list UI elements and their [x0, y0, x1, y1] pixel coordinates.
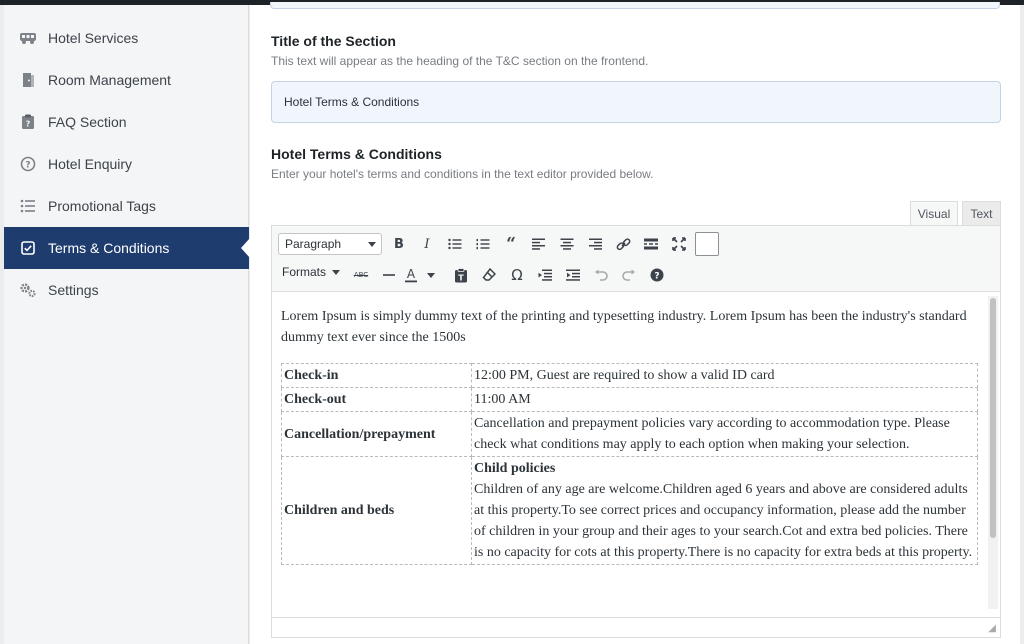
text-color-icon[interactable] — [405, 265, 439, 285]
toolbar-toggle-icon[interactable] — [695, 232, 719, 256]
child-policies-subhead: Child policies — [474, 461, 556, 476]
sidebar-item-hotel-enquiry[interactable] — [4, 143, 249, 185]
scrollbar-thumb[interactable] — [990, 298, 996, 538]
redo-icon[interactable] — [619, 265, 639, 285]
editor-toolbar — [272, 226, 1000, 292]
chevron-down-icon — [332, 270, 340, 275]
rich-text-editor — [271, 225, 1001, 638]
door-icon — [19, 71, 37, 89]
main-content — [250, 5, 1020, 644]
terms-heading: Hotel Terms & Conditions — [271, 146, 442, 162]
undo-icon[interactable] — [591, 265, 611, 285]
table-cell-value: 12:00 PM, Guest are required to show a valid ID card — [472, 364, 978, 388]
sidebar-item-terms-conditions[interactable] — [4, 227, 249, 269]
table-cell-value: Cancellation and prepayment policies vary according to accommodation type. Please check what conditions may apply to each option when making your selection. — [472, 412, 978, 457]
paragraph-select[interactable] — [278, 233, 382, 255]
section-title-input[interactable] — [271, 81, 1001, 123]
question-circle-icon — [19, 155, 37, 173]
paragraph-select-value: Paragraph — [285, 237, 342, 251]
section-title-heading: Title of the Section — [271, 33, 396, 49]
sidebar-item-label: Room Management — [48, 72, 171, 88]
sidebar-item-settings[interactable] — [4, 269, 249, 311]
outdent-icon[interactable] — [535, 265, 555, 285]
numbered-list-icon[interactable] — [473, 234, 493, 254]
blockquote-icon[interactable]: “ — [506, 234, 516, 254]
faq-clipboard-icon — [19, 113, 37, 131]
formats-dropdown[interactable] — [282, 265, 340, 279]
table-row — [282, 457, 978, 565]
sidebar-item-label: Terms & Conditions — [48, 240, 170, 256]
resize-grip-icon[interactable]: ◢ — [988, 623, 996, 634]
table-cell-key: Children and beds — [282, 457, 472, 565]
van-icon — [19, 29, 37, 47]
align-center-icon[interactable] — [557, 234, 577, 254]
svg-text:?: ? — [654, 271, 660, 282]
bold-icon[interactable]: B — [394, 236, 404, 252]
read-more-icon[interactable] — [641, 234, 661, 254]
sidebar-item-hotel-services[interactable] — [4, 17, 249, 59]
align-left-icon[interactable] — [529, 234, 549, 254]
table-row — [282, 412, 978, 457]
table-cell-key: Check-out — [282, 388, 472, 412]
terms-table — [281, 363, 978, 565]
sidebar-item-label: Hotel Services — [48, 30, 139, 46]
editor-scrollbar[interactable] — [988, 296, 998, 609]
svg-text:?: ? — [25, 160, 31, 171]
child-policies-text: Children of any age are welcome.Children aged 6 years and above are considered adults at this property.To see correct prices and occupancy information, please add the number of children in your group and their ages to your search.Cot and extra bed policies. There is no capacity for cots at this property.There is no capacity for extra beds at this property. — [474, 482, 973, 560]
editor-content[interactable] — [272, 293, 988, 613]
sidebar-item-label: FAQ Section — [48, 114, 127, 130]
section-title-description: This text will appear as the heading of the T&C section on the frontend. — [271, 54, 649, 68]
bullet-list-icon[interactable] — [445, 234, 465, 254]
strikethrough-icon[interactable]: ABC — [353, 271, 369, 279]
sidebar-item-faq-section[interactable] — [4, 101, 249, 143]
formats-label: Formats — [282, 265, 327, 279]
table-cell-value: 11:00 AM — [472, 388, 978, 412]
editor-statusbar — [272, 617, 1000, 637]
svg-text:T: T — [458, 273, 464, 282]
align-right-icon[interactable] — [585, 234, 605, 254]
horizontal-line-icon[interactable] — [379, 265, 399, 285]
italic-icon[interactable]: I — [424, 236, 430, 252]
help-icon[interactable] — [647, 265, 667, 285]
sidebar-item-room-management[interactable] — [4, 59, 249, 101]
sidebar-item-label: Settings — [48, 282, 99, 298]
intro-paragraph: Lorem Ipsum is simply dummy text of the printing and typesetting industry. Lorem Ipsum has been the industry's standard dummy text ever since the 1500s — [281, 309, 967, 345]
svg-text:A: A — [406, 267, 416, 281]
chevron-down-icon — [368, 242, 376, 247]
table-row — [282, 364, 978, 388]
link-icon[interactable] — [613, 234, 633, 254]
clear-format-icon[interactable] — [479, 265, 499, 285]
special-char-icon[interactable]: Ω — [511, 266, 523, 284]
table-cell-value — [472, 457, 978, 565]
svg-text:?: ? — [25, 119, 31, 129]
sidebar-item-label: Hotel Enquiry — [48, 156, 133, 172]
checkbox-icon — [19, 239, 37, 257]
sidebar — [4, 5, 249, 644]
table-cell-key: Check-in — [282, 364, 472, 388]
sidebar-item-promotional-tags[interactable] — [4, 185, 249, 227]
tab-visual[interactable]: Visual — [910, 201, 958, 226]
sidebar-item-label: Promotional Tags — [48, 198, 156, 214]
previous-field-edge — [270, 2, 1000, 9]
tab-text[interactable]: Text — [962, 201, 1001, 226]
list-icon — [19, 197, 37, 215]
paste-text-icon[interactable] — [451, 265, 471, 285]
table-row — [282, 388, 978, 412]
indent-icon[interactable] — [563, 265, 583, 285]
table-cell-key: Cancellation/prepayment — [282, 412, 472, 457]
terms-description: Enter your hotel's terms and conditions in the text editor provided below. — [271, 167, 654, 181]
gears-icon — [19, 281, 37, 299]
fullscreen-icon[interactable] — [669, 234, 689, 254]
